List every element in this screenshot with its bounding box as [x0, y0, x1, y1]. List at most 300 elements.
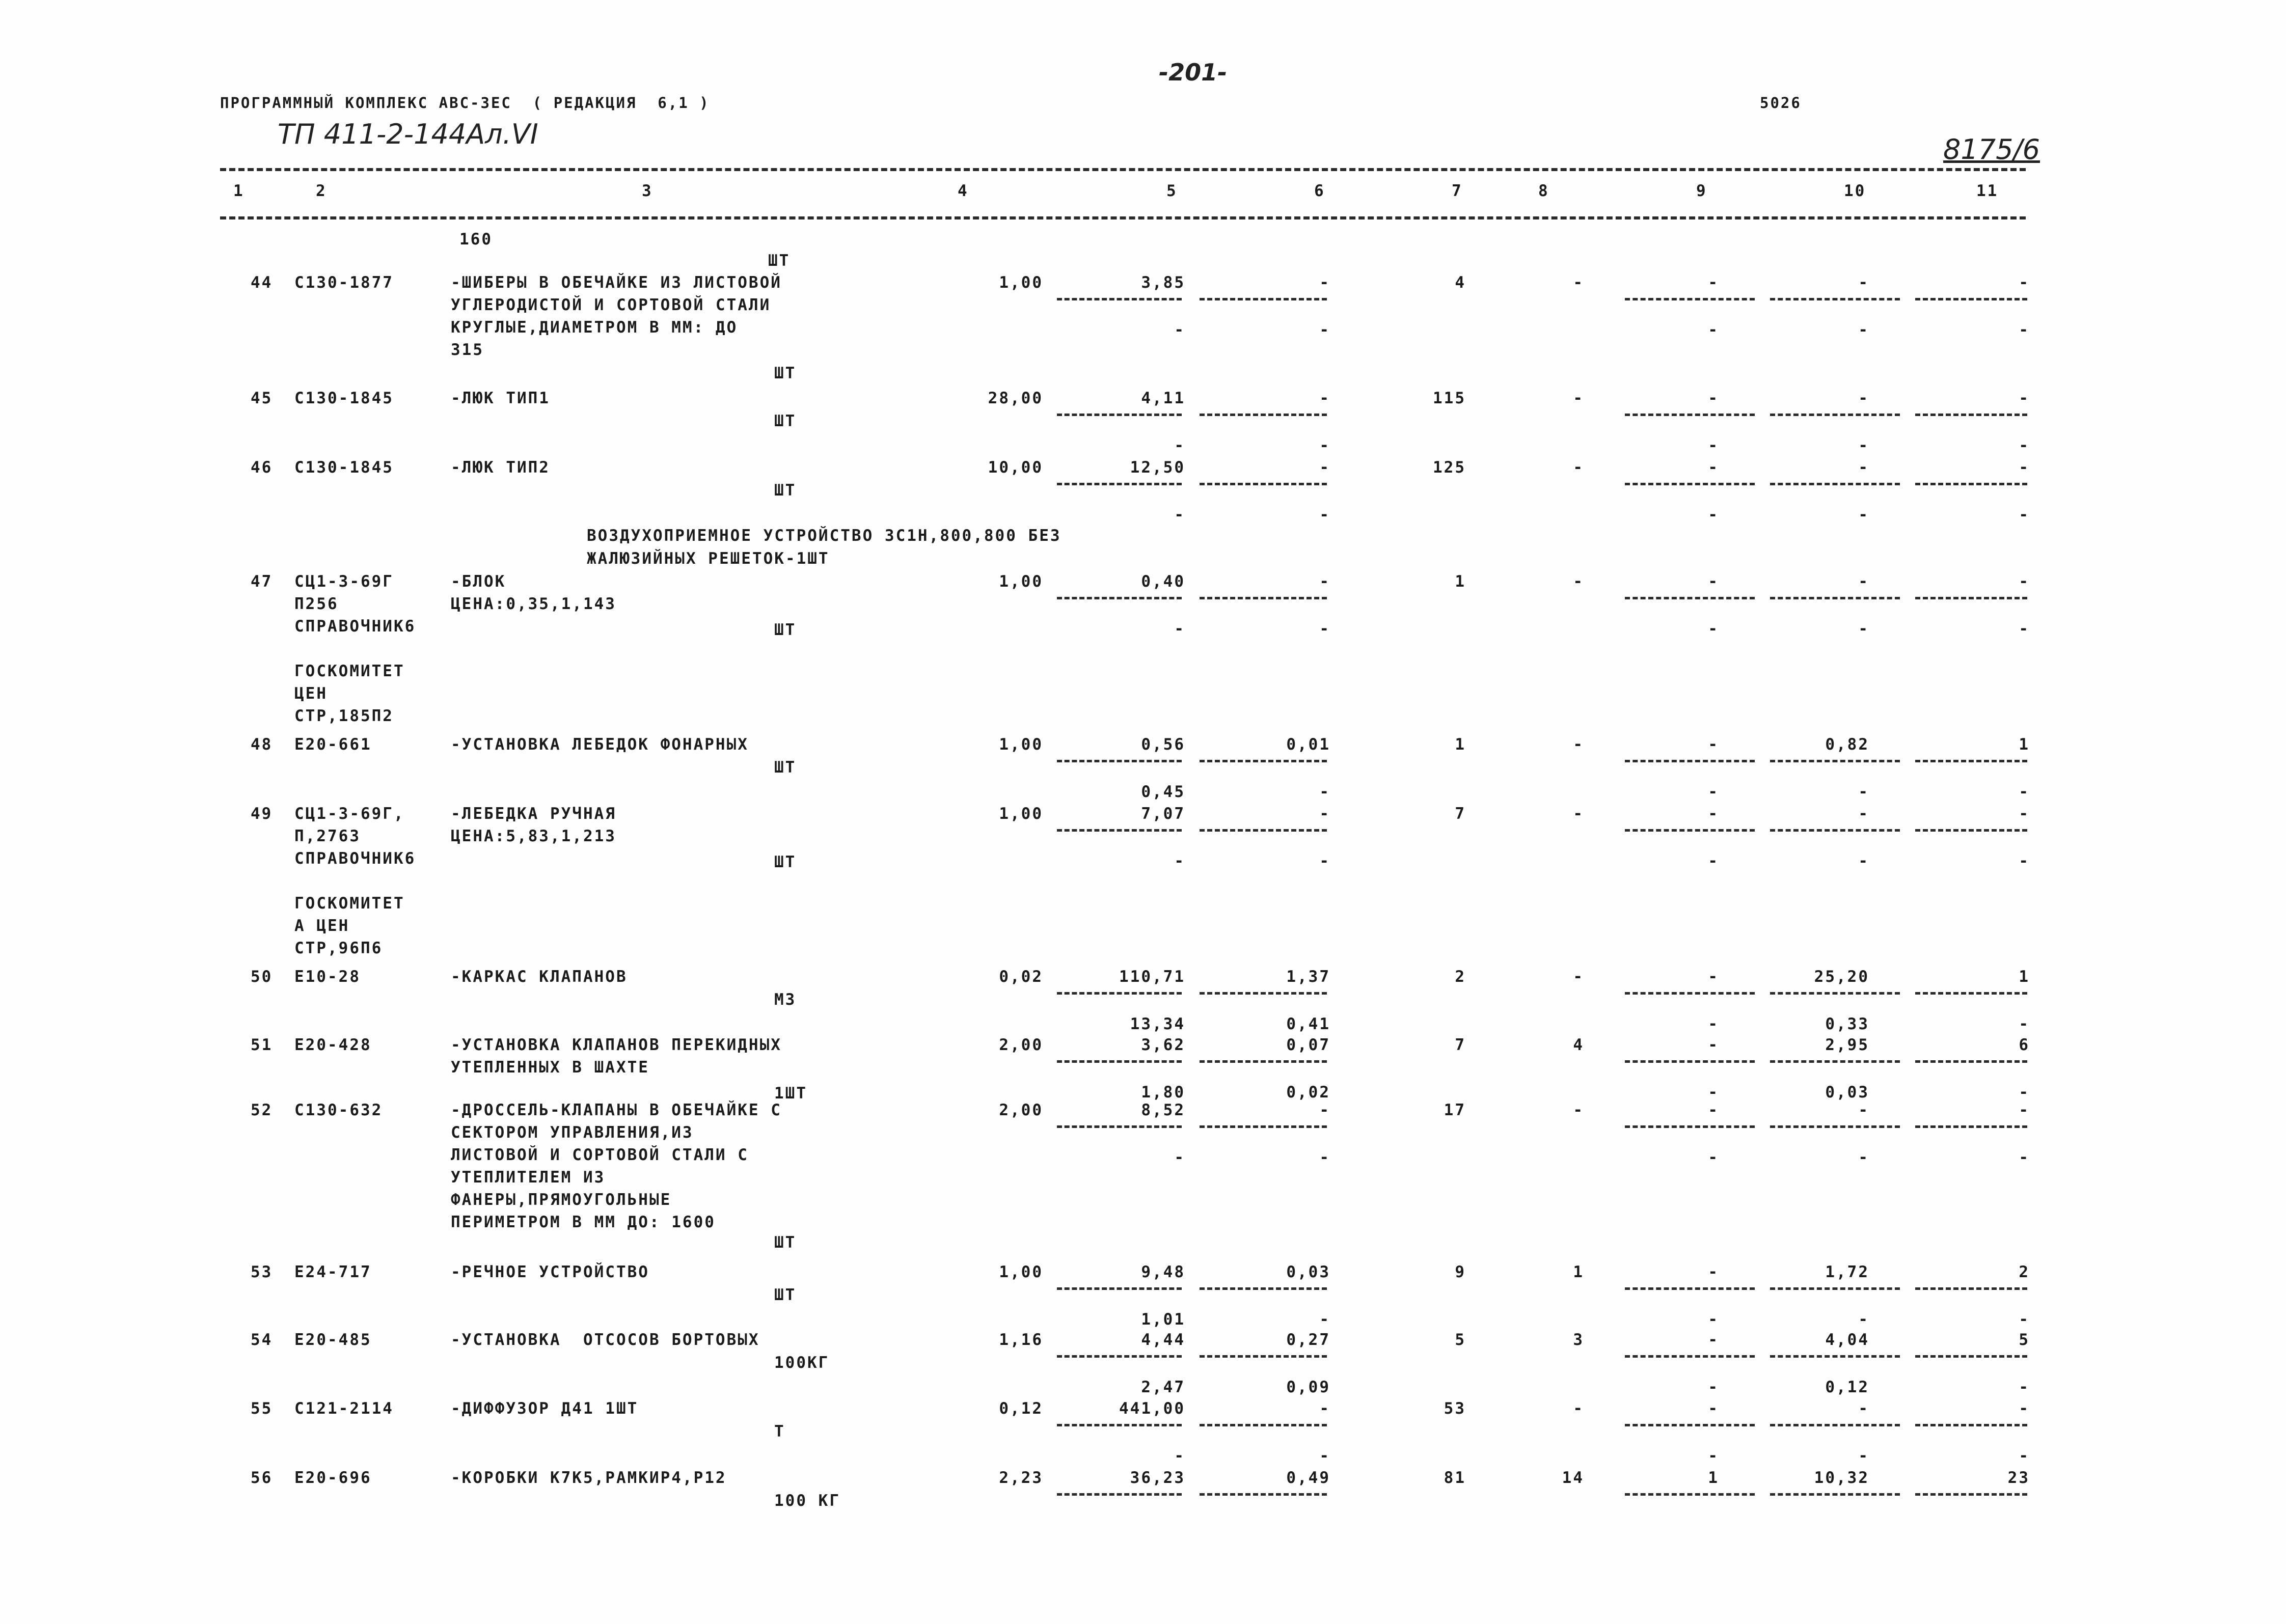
- top-unit-label: ШТ: [768, 252, 791, 270]
- separator-col9: [1625, 1287, 1755, 1290]
- separator-col10: [1770, 1125, 1900, 1128]
- separator-col6: [1200, 414, 1327, 416]
- unit-machine-cost-secondary: -: [1319, 1447, 1330, 1465]
- col10-secondary: -: [1858, 1310, 1869, 1329]
- resource-code: СЦ1-3-69Г: [294, 572, 394, 591]
- col11-secondary: -: [2019, 852, 2030, 870]
- unit-of-measure: ШТ: [774, 853, 797, 871]
- col9-value: -: [1708, 572, 1719, 591]
- unit-machine-cost-secondary: -: [1319, 783, 1330, 801]
- col9-secondary: -: [1708, 783, 1719, 801]
- separator-col6: [1200, 1287, 1327, 1290]
- resource-code: ГОСКОМИТЕТ: [294, 894, 405, 913]
- column-header-11: 11: [1976, 182, 1999, 200]
- separator-col11: [1915, 992, 2027, 995]
- unit-of-measure: ШТ: [774, 621, 797, 639]
- work-description: ЛИСТОВОЙ И СОРТОВОЙ СТАЛИ С: [451, 1146, 749, 1164]
- total-cost: 1: [1455, 735, 1466, 754]
- quantity: 10,00: [988, 458, 1043, 477]
- col11-secondary: -: [2019, 1447, 2030, 1465]
- work-description: УГЛЕРОДИСТОЙ И СОРТОВОЙ СТАЛИ: [451, 296, 771, 314]
- unit-cost-secondary: 13,34: [1130, 1015, 1185, 1033]
- col10-value: -: [1858, 1101, 1869, 1119]
- separator-col6: [1200, 483, 1327, 485]
- unit-of-measure: 1ШТ: [774, 1084, 807, 1103]
- work-description: -ДИФФУЗОР Д41 1ШТ: [451, 1399, 639, 1418]
- col10-secondary: 0,33: [1825, 1015, 1869, 1033]
- resource-code: С121-2114: [294, 1399, 394, 1418]
- separator-col10: [1770, 992, 1900, 995]
- separator-col5: [1057, 1060, 1182, 1063]
- unit-machine-cost: 0,07: [1286, 1036, 1330, 1054]
- unit-machine-cost: -: [1319, 273, 1330, 292]
- separator-col5: [1057, 1424, 1182, 1426]
- unit-machine-cost-secondary: -: [1319, 506, 1330, 524]
- row-number: 55: [251, 1399, 273, 1418]
- unit-machine-cost-secondary: 0,02: [1286, 1083, 1330, 1102]
- unit-machine-cost: -: [1319, 458, 1330, 477]
- unit-of-measure: ШТ: [774, 758, 797, 777]
- section-heading-line-2: ЖАЛЮЗИЙНЫХ РЕШЕТОК-1ШТ: [587, 549, 830, 568]
- resource-code: Е20-428: [294, 1036, 372, 1054]
- unit-cost: 0,40: [1141, 572, 1185, 591]
- work-description: -УСТАНОВКА ОТСОСОВ БОРТОВЫХ: [451, 1331, 760, 1349]
- work-description: -ДРОССЕЛЬ-КЛАПАНЫ В ОБЕЧАЙКЕ С: [451, 1101, 782, 1119]
- row-number: 56: [251, 1469, 273, 1487]
- unit-of-measure: М3: [774, 990, 797, 1009]
- quantity: 2,23: [999, 1469, 1043, 1487]
- separator-col10: [1770, 1355, 1900, 1358]
- unit-cost: 4,11: [1141, 389, 1185, 407]
- resource-code: ЦЕН: [294, 684, 328, 703]
- total-cost: 53: [1444, 1399, 1466, 1418]
- total-labor: 1: [1573, 1263, 1584, 1281]
- col9-value: -: [1708, 1101, 1719, 1119]
- separator-col6: [1200, 1125, 1327, 1128]
- total-labor: -: [1573, 735, 1584, 754]
- total-cost: 7: [1455, 1036, 1466, 1054]
- separator-col6: [1200, 1060, 1327, 1063]
- unit-cost: 3,85: [1141, 273, 1185, 292]
- separator-col9: [1625, 760, 1755, 762]
- total-cost: 115: [1433, 389, 1466, 407]
- column-header-1: 1: [233, 182, 244, 200]
- col10-value: 25,20: [1814, 968, 1869, 986]
- program-line: ПРОГРАММНЫЙ КОМПЛЕКС АВС-3ЕС ( РЕДАКЦИЯ 6,1 ): [220, 94, 710, 112]
- col10-secondary: -: [1858, 852, 1869, 870]
- separator-col10: [1770, 1287, 1900, 1290]
- resource-code: Е24-717: [294, 1263, 372, 1281]
- separator-col9: [1625, 1125, 1755, 1128]
- work-description: -УСТАНОВКА ЛЕБЕДОК ФОНАРНЫХ: [451, 735, 749, 754]
- col11-value: 5: [2019, 1331, 2030, 1349]
- unit-cost-secondary: 1,01: [1141, 1310, 1185, 1329]
- col11-value: -: [2019, 1399, 2030, 1418]
- total-cost: 4: [1455, 273, 1466, 292]
- separator-col5: [1057, 829, 1182, 832]
- column-header-4: 4: [958, 182, 969, 200]
- col10-value: 1,72: [1825, 1263, 1869, 1281]
- col11-secondary: -: [2019, 1015, 2030, 1033]
- column-header-5: 5: [1166, 182, 1178, 200]
- resource-code: СПРАВОЧНИК6: [294, 617, 416, 636]
- quantity: 0,02: [999, 968, 1043, 986]
- resource-code: СТР,96П6: [294, 939, 383, 957]
- separator-col9: [1625, 829, 1755, 832]
- unit-cost-secondary: -: [1174, 506, 1185, 524]
- unit-cost-secondary: 1,80: [1141, 1083, 1185, 1102]
- col9-value: 1: [1708, 1469, 1719, 1487]
- col9-secondary: -: [1708, 506, 1719, 524]
- unit-cost-secondary: -: [1174, 436, 1185, 455]
- unit-cost: 0,56: [1141, 735, 1185, 754]
- total-labor: -: [1573, 458, 1584, 477]
- col11-value: -: [2019, 389, 2030, 407]
- resource-code: А ЦЕН: [294, 917, 350, 935]
- col10-value: -: [1858, 389, 1869, 407]
- col9-secondary: -: [1708, 436, 1719, 455]
- total-cost: 125: [1433, 458, 1466, 477]
- top-unit-value: 160: [459, 230, 493, 249]
- unit-machine-cost: 0,03: [1286, 1263, 1330, 1281]
- column-header-10: 10: [1844, 182, 1866, 200]
- separator-col9: [1625, 597, 1755, 599]
- work-description: ПЕРИМЕТРОМ В ММ ДО: 1600: [451, 1213, 716, 1231]
- work-description: -УСТАНОВКА КЛАПАНОВ ПЕРЕКИДНЫХ: [451, 1036, 782, 1054]
- resource-code: П,2763: [294, 827, 361, 845]
- row-number: 45: [251, 389, 273, 407]
- unit-machine-cost-secondary: -: [1319, 1310, 1330, 1329]
- col11-value: -: [2019, 1101, 2030, 1119]
- column-header-3: 3: [642, 182, 653, 200]
- row-number: 53: [251, 1263, 273, 1281]
- col10-value: 4,04: [1825, 1331, 1869, 1349]
- col9-value: -: [1708, 389, 1719, 407]
- quantity: 0,12: [999, 1399, 1043, 1418]
- col11-secondary: -: [2019, 783, 2030, 801]
- separator-col10: [1770, 597, 1900, 599]
- resource-code: Е10-28: [294, 968, 361, 986]
- separator-col10: [1770, 829, 1900, 832]
- col9-value: -: [1708, 968, 1719, 986]
- quantity: 28,00: [988, 389, 1043, 407]
- unit-cost-secondary: -: [1174, 852, 1185, 870]
- resource-code: СЦ1-3-69Г,: [294, 805, 405, 823]
- col11-secondary: -: [2019, 1310, 2030, 1329]
- unit-machine-cost: 0,01: [1286, 735, 1330, 754]
- work-description: УТЕПЛЕННЫХ В ШАХТЕ: [451, 1058, 649, 1077]
- resource-code: Е20-485: [294, 1331, 372, 1349]
- unit-machine-cost: -: [1319, 805, 1330, 823]
- separator-col10: [1770, 414, 1900, 416]
- separator-col6: [1200, 992, 1327, 995]
- separator-col10: [1770, 760, 1900, 762]
- col9-secondary: -: [1708, 620, 1719, 638]
- unit-of-measure: ШТ: [774, 1286, 797, 1304]
- total-labor: 4: [1573, 1036, 1584, 1054]
- separator-col6: [1200, 829, 1327, 832]
- row-number: 47: [251, 572, 273, 591]
- separator-col10: [1770, 1424, 1900, 1426]
- quantity: 1,00: [999, 273, 1043, 292]
- section-heading-line-1: ВОЗДУХОПРИЕМНОЕ УСТРОЙСТВО 3С1Н,800,800 БЕЗ: [587, 527, 1062, 545]
- column-header-6: 6: [1314, 182, 1325, 200]
- unit-machine-cost: -: [1319, 389, 1330, 407]
- work-description: -ЛЮК ТИП1: [451, 389, 550, 407]
- col9-value: -: [1708, 273, 1719, 292]
- unit-of-measure: 100 КГ: [774, 1492, 840, 1510]
- separator-col11: [1915, 1125, 2027, 1128]
- separator-col5: [1057, 1355, 1182, 1358]
- separator-col5: [1057, 760, 1182, 762]
- separator-col6: [1200, 1355, 1327, 1358]
- separator-col11: [1915, 1493, 2027, 1496]
- resource-code: Е20-696: [294, 1469, 372, 1487]
- col10-value: -: [1858, 458, 1869, 477]
- unit-machine-cost-secondary: -: [1319, 436, 1330, 455]
- separator-col10: [1770, 1060, 1900, 1063]
- unit-cost: 8,52: [1141, 1101, 1185, 1119]
- unit-cost: 3,62: [1141, 1036, 1185, 1054]
- unit-cost-secondary: -: [1174, 1447, 1185, 1465]
- separator-col11: [1915, 1060, 2027, 1063]
- unit-machine-cost-secondary: 0,41: [1286, 1015, 1330, 1033]
- total-labor: 14: [1562, 1469, 1584, 1487]
- resource-code: СТР,185П2: [294, 707, 394, 725]
- col11-value: -: [2019, 273, 2030, 292]
- row-number: 52: [251, 1101, 273, 1119]
- col11-value: 6: [2019, 1036, 2030, 1054]
- total-labor: 3: [1573, 1331, 1584, 1349]
- column-header-8: 8: [1538, 182, 1549, 200]
- separator-col11: [1915, 1355, 2027, 1358]
- col10-secondary: -: [1858, 783, 1869, 801]
- unit-of-measure: ШТ: [774, 1233, 797, 1252]
- unit-cost: 110,71: [1119, 968, 1185, 986]
- work-description: КРУГЛЫЕ,ДИАМЕТРОМ В ММ: ДО: [451, 318, 738, 337]
- separator-col10: [1770, 298, 1900, 300]
- unit-cost-secondary: -: [1174, 321, 1185, 339]
- total-labor: -: [1573, 805, 1584, 823]
- separator-col10: [1770, 1493, 1900, 1496]
- total-cost: 2: [1455, 968, 1466, 986]
- col9-value: -: [1708, 458, 1719, 477]
- work-description: 315: [451, 341, 484, 359]
- total-labor: -: [1573, 389, 1584, 407]
- col10-secondary: -: [1858, 1148, 1869, 1167]
- total-labor: -: [1573, 273, 1584, 292]
- total-labor: -: [1573, 1101, 1584, 1119]
- work-description: -КОРОБКИ К7К5,РАМКИР4,Р12: [451, 1469, 727, 1487]
- column-header-7: 7: [1452, 182, 1463, 200]
- separator-col9: [1625, 1493, 1755, 1496]
- separator-col6: [1200, 597, 1327, 599]
- unit-machine-cost: 0,27: [1286, 1331, 1330, 1349]
- col11-secondary: -: [2019, 1148, 2030, 1167]
- column-header-2: 2: [316, 182, 327, 200]
- project-code: ТП 411-2-144Ал.VI: [278, 118, 538, 150]
- col9-value: -: [1708, 1036, 1719, 1054]
- work-description: ФАНЕРЫ,ПРЯМОУГОЛЬНЫЕ: [451, 1191, 672, 1209]
- separator-col6: [1200, 760, 1327, 762]
- quantity: 1,00: [999, 805, 1043, 823]
- total-labor: -: [1573, 572, 1584, 591]
- unit-machine-cost: -: [1319, 1399, 1330, 1418]
- total-cost: 17: [1444, 1101, 1466, 1119]
- row-number: 44: [251, 273, 273, 292]
- separator-col11: [1915, 298, 2027, 300]
- unit-cost-secondary: 2,47: [1141, 1378, 1185, 1396]
- col10-value: 10,32: [1814, 1469, 1869, 1487]
- separator-col11: [1915, 597, 2027, 599]
- unit-cost: 36,23: [1130, 1469, 1185, 1487]
- sheet-code: 5026: [1760, 94, 1802, 112]
- unit-machine-cost: 1,37: [1286, 968, 1330, 986]
- separator-col5: [1057, 597, 1182, 599]
- quantity: 2,00: [999, 1036, 1043, 1054]
- separator-col11: [1915, 483, 2027, 485]
- total-labor: -: [1573, 968, 1584, 986]
- separator-col9: [1625, 414, 1755, 416]
- col10-value: 2,95: [1825, 1036, 1869, 1054]
- separator-col9: [1625, 298, 1755, 300]
- col11-secondary: -: [2019, 321, 2030, 339]
- document-number: 8175/6: [1943, 133, 2040, 166]
- col9-secondary: -: [1708, 321, 1719, 339]
- col10-secondary: 0,03: [1825, 1083, 1869, 1102]
- unit-machine-cost-secondary: 0,09: [1286, 1378, 1330, 1396]
- separator-col9: [1625, 483, 1755, 485]
- resource-code: ГОСКОМИТЕТ: [294, 662, 405, 680]
- col10-secondary: -: [1858, 436, 1869, 455]
- unit-cost-secondary: -: [1174, 620, 1185, 638]
- resource-code: С130-632: [294, 1101, 383, 1119]
- quantity: 2,00: [999, 1101, 1043, 1119]
- unit-machine-cost-secondary: -: [1319, 321, 1330, 339]
- work-description: УТЕПЛИТЕЛЕМ ИЗ: [451, 1168, 606, 1187]
- column-header-9: 9: [1696, 182, 1707, 200]
- resource-code: С130-1845: [294, 389, 394, 407]
- work-description: ЦЕНА:0,35,1,143: [451, 595, 616, 613]
- unit-cost-secondary: 0,45: [1141, 783, 1185, 801]
- unit-machine-cost: 0,49: [1286, 1469, 1330, 1487]
- col11-secondary: -: [2019, 1083, 2030, 1102]
- separator-col9: [1625, 992, 1755, 995]
- separator-col11: [1915, 1287, 2027, 1290]
- unit-cost: 9,48: [1141, 1263, 1185, 1281]
- unit-cost-secondary: -: [1174, 1148, 1185, 1167]
- col11-value: 1: [2019, 735, 2030, 754]
- col10-secondary: -: [1858, 620, 1869, 638]
- work-description: -БЛОК: [451, 572, 506, 591]
- unit-of-measure: ШТ: [774, 364, 797, 382]
- row-number: 54: [251, 1331, 273, 1349]
- col10-secondary: 0,12: [1825, 1378, 1869, 1396]
- separator-col5: [1057, 1287, 1182, 1290]
- quantity: 1,00: [999, 1263, 1043, 1281]
- col11-value: 2: [2019, 1263, 2030, 1281]
- col11-secondary: -: [2019, 506, 2030, 524]
- work-description: -ШИБЕРЫ В ОБЕЧАЙКЕ ИЗ ЛИСТОВОЙ: [451, 273, 782, 292]
- col11-value: -: [2019, 572, 2030, 591]
- col9-secondary: -: [1708, 1310, 1719, 1329]
- resource-code: С130-1877: [294, 273, 394, 292]
- col9-value: -: [1708, 1263, 1719, 1281]
- col9-secondary: -: [1708, 1015, 1719, 1033]
- total-cost: 81: [1444, 1469, 1466, 1487]
- unit-cost: 4,44: [1141, 1331, 1185, 1349]
- work-description: -РЕЧНОЕ УСТРОЙСТВО: [451, 1263, 649, 1281]
- quantity: 1,00: [999, 735, 1043, 754]
- col9-value: -: [1708, 1399, 1719, 1418]
- work-description: -ЛЕБЕДКА РУЧНАЯ: [451, 805, 616, 823]
- separator-col11: [1915, 760, 2027, 762]
- separator-col6: [1200, 1424, 1327, 1426]
- col9-secondary: -: [1708, 1378, 1719, 1396]
- work-description: СЕКТОРОМ УПРАВЛЕНИЯ,ИЗ: [451, 1123, 694, 1142]
- header-rule-bottom: [220, 216, 2026, 219]
- col9-value: -: [1708, 1331, 1719, 1349]
- col9-secondary: -: [1708, 1447, 1719, 1465]
- col11-value: -: [2019, 805, 2030, 823]
- row-number: 46: [251, 458, 273, 477]
- row-number: 49: [251, 805, 273, 823]
- col11-secondary: -: [2019, 436, 2030, 455]
- separator-col5: [1057, 992, 1182, 995]
- col9-value: -: [1708, 805, 1719, 823]
- separator-col5: [1057, 298, 1182, 300]
- separator-col9: [1625, 1060, 1755, 1063]
- col11-value: -: [2019, 458, 2030, 477]
- separator-col10: [1770, 483, 1900, 485]
- separator-col6: [1200, 1493, 1327, 1496]
- total-cost: 1: [1455, 572, 1466, 591]
- separator-col5: [1057, 1125, 1182, 1128]
- work-description: -ЛЮК ТИП2: [451, 458, 550, 477]
- col10-value: -: [1858, 572, 1869, 591]
- unit-machine-cost-secondary: -: [1319, 852, 1330, 870]
- col10-secondary: -: [1858, 321, 1869, 339]
- separator-col6: [1200, 298, 1327, 300]
- unit-of-measure: ШТ: [774, 412, 797, 430]
- col9-secondary: -: [1708, 852, 1719, 870]
- work-description: -КАРКАС КЛАПАНОВ: [451, 968, 628, 986]
- separator-col11: [1915, 1424, 2027, 1426]
- col10-value: -: [1858, 805, 1869, 823]
- page-number: -201-: [1159, 59, 1228, 86]
- row-number: 51: [251, 1036, 273, 1054]
- separator-col9: [1625, 1424, 1755, 1426]
- separator-col5: [1057, 414, 1182, 416]
- col10-value: -: [1858, 1399, 1869, 1418]
- col10-value: 0,82: [1825, 735, 1869, 754]
- row-number: 50: [251, 968, 273, 986]
- col11-secondary: -: [2019, 1378, 2030, 1396]
- unit-machine-cost: -: [1319, 1101, 1330, 1119]
- col10-secondary: -: [1858, 1447, 1869, 1465]
- col11-secondary: -: [2019, 620, 2030, 638]
- total-cost: 7: [1455, 805, 1466, 823]
- separator-col5: [1057, 483, 1182, 485]
- resource-code: С130-1845: [294, 458, 394, 477]
- quantity: 1,00: [999, 572, 1043, 591]
- col10-secondary: -: [1858, 506, 1869, 524]
- col10-value: -: [1858, 273, 1869, 292]
- unit-of-measure: ШТ: [774, 481, 797, 500]
- col9-secondary: -: [1708, 1083, 1719, 1102]
- header-rule-top: [220, 168, 2026, 171]
- resource-code: СПРАВОЧНИК6: [294, 849, 416, 868]
